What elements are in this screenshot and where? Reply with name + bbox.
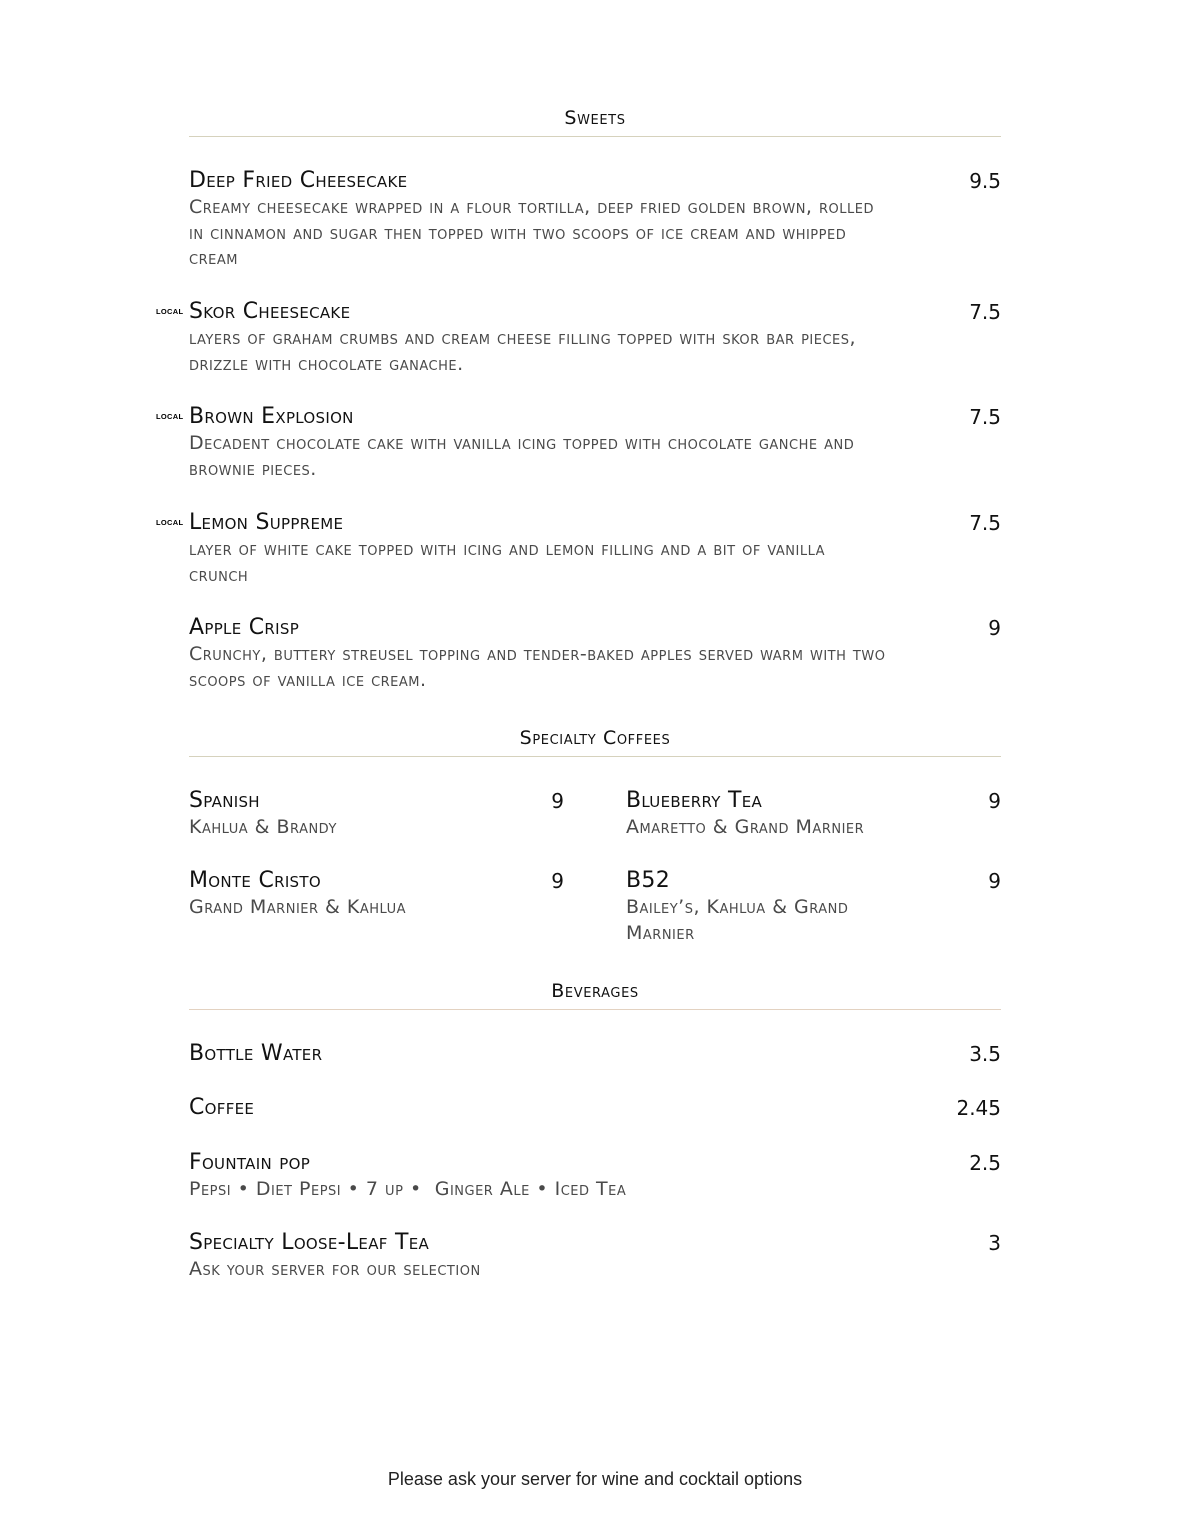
item-description: Grand Marnier & Kahlua [189,896,407,918]
item-name: Bottle Water [189,1041,323,1066]
item-name: Fountain pop [189,1150,311,1175]
item-price: 3.5 [969,1042,1001,1066]
item-description: Ask your server for our selection [189,1258,481,1280]
item-price: 7.5 [969,300,1001,324]
menu-item [156,404,1001,482]
item-description: Crunchy, buttery streusel topping and tender-baked apples served warm with two scoops of vanilla ice cream. [189,643,886,691]
section-title-sweets: Sweets [564,107,626,129]
item-name: Skor Cheesecake [189,299,351,324]
coffee-item [626,868,1001,946]
coffee-item [189,868,564,921]
item-name: Apple Crisp [189,615,300,640]
item-price: 9 [988,869,1001,893]
section-divider [189,136,1001,137]
section-divider [189,756,1001,757]
section-divider [189,1009,1001,1010]
item-price: 2.45 [956,1096,1001,1120]
local-badge: LOCAL [156,518,184,527]
beverage-item [189,1095,1001,1121]
item-price: 7.5 [969,405,1001,429]
section-title-beverages: Beverages [551,980,639,1002]
item-price: 2.5 [969,1151,1001,1175]
item-description: layers of graham crumbs and cream cheese filling topped with skor bar pieces, drizzle with chocolate ganache. [189,327,857,375]
menu-item [189,168,1001,272]
item-price: 9 [988,789,1001,813]
menu-item [189,615,1001,693]
coffee-item [626,788,1001,841]
item-description: Creamy cheesecake wrapped in a flour tortilla, deep fried golden brown, rolled in cinnamon and sugar then topped with two scoops of ice cream and whipped cream [189,196,874,269]
item-name: Lemon Suppreme [189,510,344,535]
item-description: Kahlua & Brandy [189,816,337,838]
menu-item [156,299,1001,377]
section-title-coffees: Specialty Coffees [519,727,671,749]
local-badge: LOCAL [156,307,184,316]
item-name: B52 [626,868,670,893]
item-name: Specialty Loose-Leaf Tea [189,1230,430,1255]
footer-note: Please ask your server for wine and cocktail options [387,1469,803,1489]
item-price: 9 [551,869,564,893]
item-price: 7.5 [969,511,1001,535]
item-name: Deep Fried Cheesecake [189,168,408,193]
item-name: Spanish [189,788,260,813]
item-description: Bailey’s, Kahlua & Grand Marnier [626,896,849,944]
item-price: 9 [988,616,1001,640]
item-name: Brown Explosion [189,404,354,429]
item-description: Amaretto & Grand Marnier [626,816,865,838]
item-name: Coffee [189,1095,255,1120]
beverage-item [189,1041,1001,1067]
item-description: Decadent chocolate cake with vanilla icing topped with chocolate ganche and brownie pieces. [189,432,855,480]
coffee-item [189,788,564,841]
item-price: 3 [988,1231,1001,1255]
item-name: Monte Cristo [189,868,321,893]
item-description: layer of white cake topped with icing and lemon filling and a bit of vanilla crunch [189,538,826,586]
menu-item [156,510,1001,588]
local-badge: LOCAL [156,412,184,421]
beverage-item [189,1230,1001,1283]
beverage-item [189,1150,1001,1203]
item-price: 9 [551,789,564,813]
item-name: Blueberry Tea [626,788,763,813]
item-description: Pepsi • Diet Pepsi • 7 up • Ginger Ale • Iced Tea [189,1178,627,1200]
item-price: 9.5 [969,169,1001,193]
